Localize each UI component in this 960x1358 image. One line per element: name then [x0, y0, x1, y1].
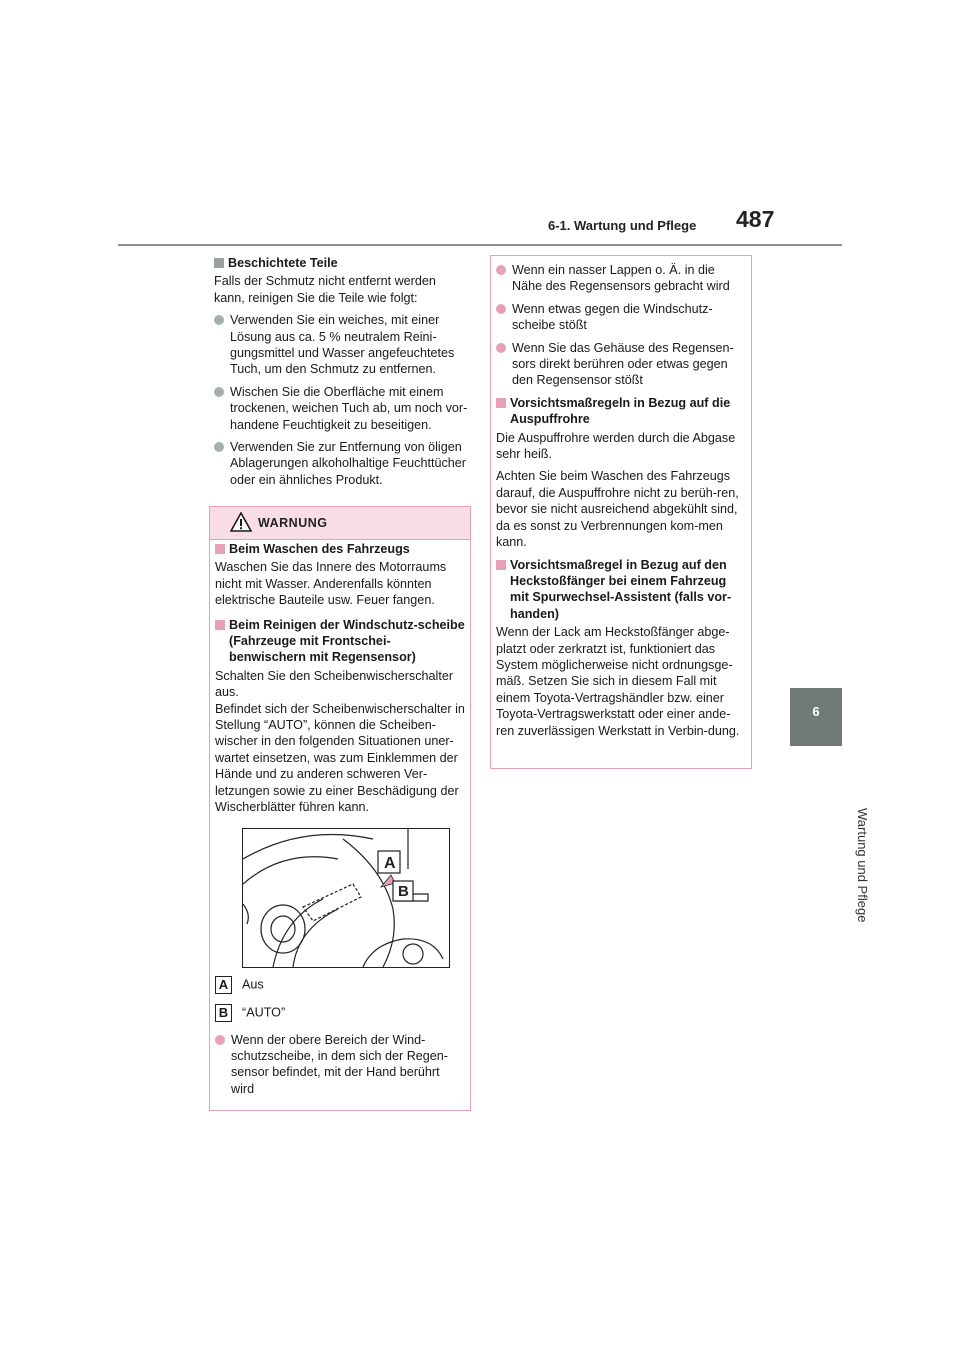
list-item: Wenn Sie das Gehäuse des Regensen-sors direkt berühren oder etwas gegen den Regensensor stößt	[496, 340, 746, 389]
wiper-switch-illustration	[242, 828, 450, 968]
list-item: Wischen Sie die Oberfläche mit einem trockenen, weichen Tuch ab, um noch vor-handene Feuchtigkeit zu beseitigen.	[214, 384, 470, 433]
list-item: Verwenden Sie ein weiches, mit einer Lösung aus ca. 5 % neutralem Reini-gungsmittel und Wasser angefeuchtetes Tuch, um den Schmutz zu entfernen.	[214, 312, 470, 378]
windshield-text-b: Befindet sich der Scheibenwischerschalter in Stellung “AUTO”, können die Scheiben-wischer in den folgenden Situationen uner-wartet einsetzen, was zum Einklemmen der Hände und zu anderen schweren Ver-letzungen sowie zu einer Beschädigung der Wischerblätter führen kann.	[215, 701, 465, 815]
bumper-heading: Vorsichtsmaßregel in Bezug auf den Heckstoßfänger bei einem Fahrzeug mit Spurwechsel-Assistent (falls vor-handen)	[496, 557, 746, 623]
coated-parts-intro: Falls der Schmutz nicht entfernt werden kann, reinigen Sie die Teile wie folgt:	[214, 274, 436, 305]
warning-box-continued	[490, 255, 752, 769]
exhaust-text-a: Die Auspuffrohre werden durch die Abgase sehr heiß.	[496, 430, 736, 462]
list-item: Wenn etwas gegen die Windschutz-scheibe stößt	[496, 301, 746, 334]
warning-triangle-icon	[230, 512, 252, 532]
figure-label-b: B	[398, 883, 409, 900]
list-item: Wenn ein nasser Lappen o. Ä. in die Nähe des Regensensors gebracht wird	[496, 262, 746, 295]
washing-text: Waschen Sie das Innere des Motorraums nicht mit Wasser. Anderenfalls könnten elektrische Bauteile usw. Feuer fangen.	[215, 560, 447, 608]
exhaust-heading: Vorsichtsmaßregeln in Bezug auf die Auspuffrohre	[496, 395, 746, 428]
chapter-tab: 6	[790, 688, 842, 746]
coated-parts-heading: Beschichtete Teile	[214, 255, 470, 271]
header-divider	[118, 244, 842, 246]
chapter-tab-label: Wartung und Pflege	[855, 808, 870, 923]
warning-body	[215, 541, 465, 1103]
list-item: Wenn der obere Bereich der Wind-schutzscheibe, in dem sich der Regen-sensor befindet, mit der Hand berührt wird	[215, 1032, 465, 1098]
section-title: 6-1. Wartung und Pflege	[548, 218, 697, 233]
wiper-switch-drawing	[243, 829, 449, 967]
list-item: Verwenden Sie zur Entfernung von öligen Ablagerungen alkoholhaltige Feuchttücher oder ein ähnliches Produkt.	[214, 439, 470, 488]
legend-b	[215, 1004, 465, 1022]
legend-a-text: Aus	[242, 976, 264, 991]
windshield-text-a: Schalten Sie den Scheibenwischerschalter aus.	[215, 668, 454, 700]
warning-continued-body	[496, 262, 746, 745]
page-number: 487	[736, 206, 775, 232]
legend-a	[215, 976, 465, 994]
windshield-heading: Beim Reinigen der Windschutz-scheibe (Fahrzeuge mit Frontschei-benwischern mit Regensensor)	[215, 617, 465, 666]
washing-heading: Beim Waschen des Fahrzeugs	[215, 541, 465, 557]
bumper-text: Wenn der Lack am Heckstoßfänger abge-platzt oder zerkratzt ist, funktioniert das System möglicherweise nicht ordnungsge-mäß. Setzen Sie sich in diesem Fall mit einem Toyota-Vertragshändler bzw. einer Toyota-Vertragswerkstatt oder einer ande-ren zuverlässigen Werkstatt in Verbin-dung.	[496, 625, 740, 738]
warning-header	[210, 507, 470, 540]
legend-b-box: B	[215, 1004, 232, 1022]
figure-label-a: A	[384, 855, 396, 872]
legend-a-box: A	[215, 976, 232, 994]
legend-b-text: “AUTO”	[242, 1004, 286, 1019]
left-column	[214, 255, 470, 494]
warning-title: WARNUNG	[258, 516, 328, 530]
exhaust-text-b: Achten Sie beim Waschen des Fahrzeugs darauf, die Auspuffrohre nicht zu berüh-ren, bevor sie nicht ausreichend abgekühlt sind, da es sonst zu Verbrennungen kom-men kann.	[496, 469, 739, 550]
warning-box	[209, 506, 471, 1111]
